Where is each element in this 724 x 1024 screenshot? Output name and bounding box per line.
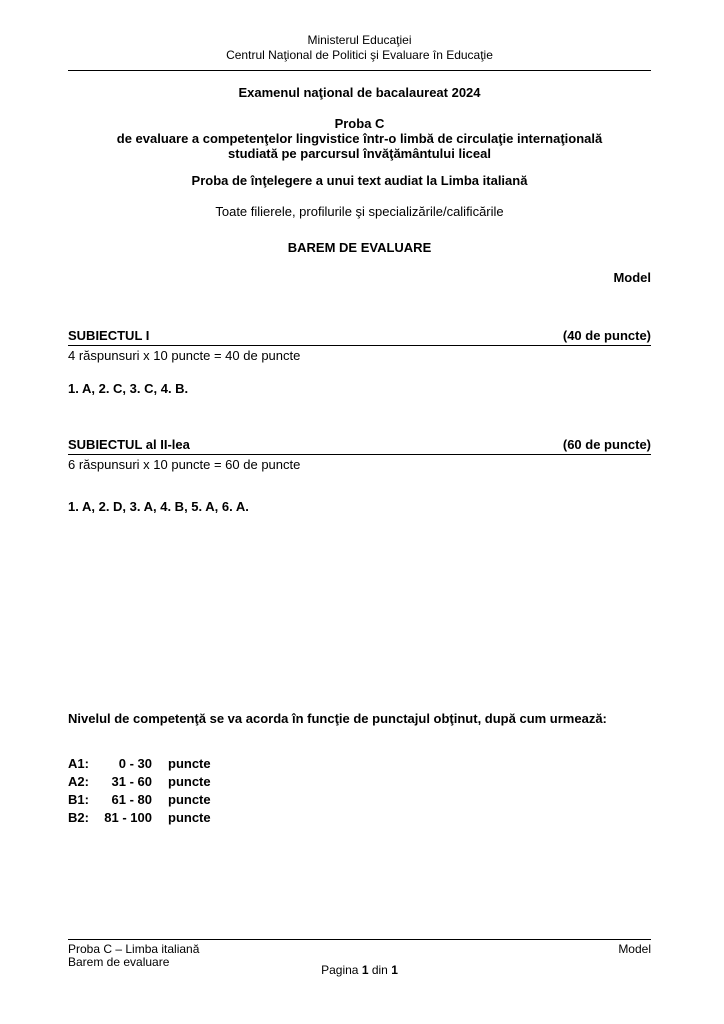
page-current: 1 xyxy=(361,963,369,977)
section-1-answers: 1. A, 2. C, 3. C, 4. B. xyxy=(68,381,189,396)
section-1-points: (40 de puncte) xyxy=(562,328,651,343)
model-label: Model xyxy=(613,270,651,285)
subject-title: Proba de înţelegere a unui text audiat la Limba italiană xyxy=(191,173,528,188)
level-label: B2: xyxy=(68,810,89,825)
level-unit: puncte xyxy=(168,756,211,771)
proba-desc-2: studiată pe parcursul învăţământului liceal xyxy=(228,146,491,161)
page-number xyxy=(68,963,651,977)
section-2-answers: 1. A, 2. D, 3. A, 4. B, 5. A, 6. A. xyxy=(68,499,249,514)
level-range: 61 - 80 xyxy=(111,792,152,807)
section-1-header xyxy=(68,328,651,346)
barem-title: BAREM DE EVALUARE xyxy=(287,240,432,255)
section-2-points: (60 de puncte) xyxy=(562,437,651,452)
exam-title: Examenul naţional de bacalaureat 2024 xyxy=(238,85,481,100)
page-word: Pagina xyxy=(321,963,359,977)
proba-block xyxy=(68,116,651,161)
footer-model-label: Model xyxy=(618,942,651,956)
level-label: B1: xyxy=(68,792,89,807)
section-2-title: SUBIECTUL al II-lea xyxy=(68,437,190,452)
level-label: A1: xyxy=(68,756,89,771)
filiere-line: Toate filierele, profilurile şi specializările/calificările xyxy=(215,204,504,219)
level-unit: puncte xyxy=(168,774,211,789)
ministry-line: Ministerul Educaţiei xyxy=(307,33,412,47)
center-line: Centrul Naţional de Politici şi Evaluare în Educaţie xyxy=(226,48,493,62)
level-range: 81 - 100 xyxy=(104,810,152,825)
page-separator: din xyxy=(371,963,388,977)
ministry-header xyxy=(68,33,651,63)
header-divider xyxy=(68,70,651,71)
level-range: 0 - 30 xyxy=(118,756,152,771)
footer-doc-subtitle: Barem de evaluare xyxy=(68,955,170,969)
footer-doc-title: Proba C – Limba italiană xyxy=(68,942,200,956)
levels-table xyxy=(68,756,651,825)
proba-title: Proba C xyxy=(334,116,385,131)
section-1-formula: 4 răspunsuri x 10 puncte = 40 de puncte xyxy=(68,348,301,363)
level-label: A2: xyxy=(68,774,89,789)
document-content xyxy=(68,0,651,1024)
level-unit: puncte xyxy=(168,792,211,807)
page-total: 1 xyxy=(391,963,398,977)
levels-intro: Nivelul de competenţă se va acorda în funcţie de punctajul obţinut, după cum urmează: xyxy=(68,711,607,726)
section-2-header xyxy=(68,437,651,455)
proba-desc-1: de evaluare a competenţelor lingvistice într-o limbă de circulaţie internaţională xyxy=(116,131,603,146)
level-range: 31 - 60 xyxy=(111,774,152,789)
footer-divider xyxy=(68,939,651,940)
level-unit: puncte xyxy=(168,810,211,825)
section-1-title: SUBIECTUL I xyxy=(68,328,150,343)
section-2-formula: 6 răspunsuri x 10 puncte = 60 de puncte xyxy=(68,457,301,472)
